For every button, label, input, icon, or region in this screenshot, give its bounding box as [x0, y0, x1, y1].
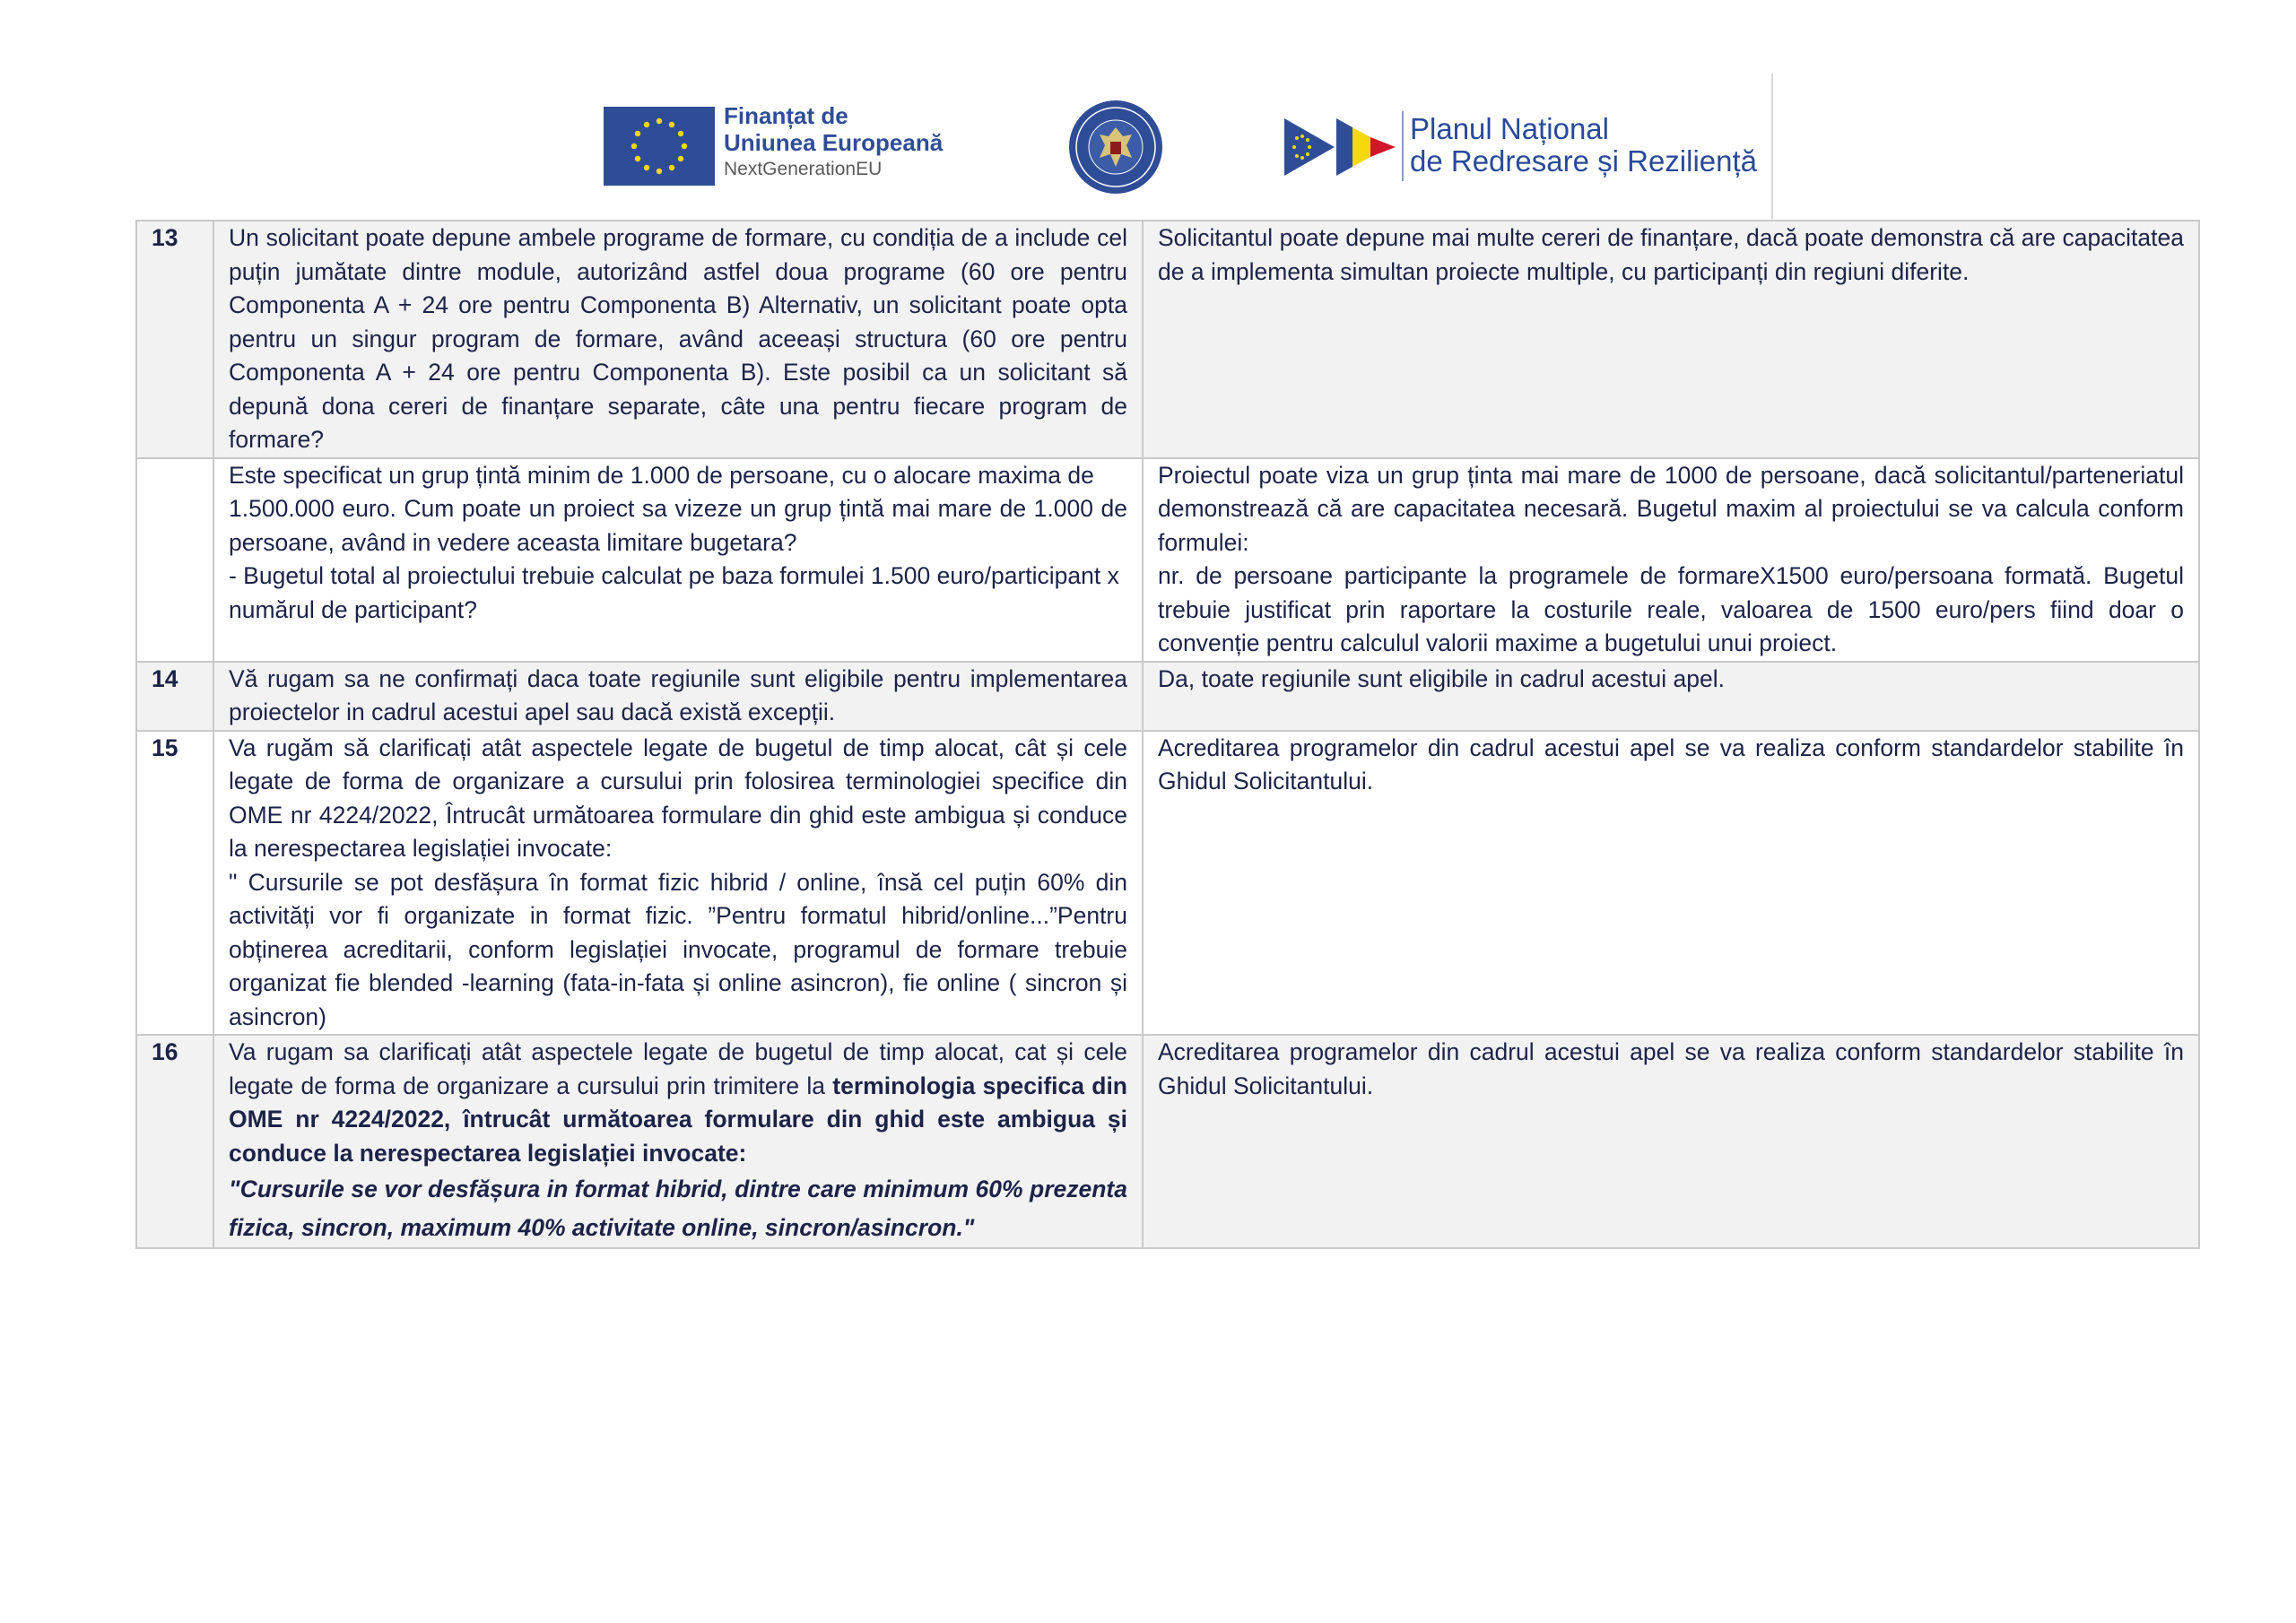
question-paragraph: " Cursurile se pot desfășura în format fizic hibrid / online, însă cel puțin 60% din activități vor fi organizate in format fizic. ”Pentru formatul hibrid/online...”Pentru obținerea acreditarii, conform legislației invocate, programul de formare trebuie organizat fie blended -learning (fata-in-fata și online asincron), fie online ( sincron și asincron) — [229, 868, 1127, 1030]
question-paragraph: 1.500.000 euro. Cum poate un proiect sa vizeze un grup țintă mai mare de 1.000 de persoane, având in vedere aceasta limitare bugetara? — [229, 495, 1127, 556]
table-row — [136, 1035, 2199, 1248]
question-cell: Vă rugam sa ne confirmați daca toate regiunile sunt eligibile pentru implementarea proiectelor in cadrul acestui apel sau dacă există excepții. — [213, 662, 1143, 731]
question-cell — [213, 458, 1143, 662]
row-number: 13 — [136, 221, 213, 458]
table-row — [136, 458, 2199, 662]
eu-flag-icon — [604, 107, 715, 186]
eu-label-line3: NextGenerationEU — [724, 159, 883, 179]
answer-cell: Acreditarea programelor din cadrul acestui apel se va realiza conform standardelor stabilite în Ghidul Solicitantului. — [1143, 731, 2199, 1036]
question-paragraph: Este specificat un grup țintă minim de 1.000 de persoane, cu o alocare maxima de — [229, 461, 1094, 489]
question-cell: Un solicitant poate depune ambele programe de formare, cu condiția de a include cel puțin jumătate dintre module, autorizând astfel doua programe (60 ore pentru Componenta A + 24 ore pentru Componenta B) Alternativ, un solicitant poate opta pentru un singur program de formare, având aceeași structura (60 ore pentru Componenta A + 24 ore pentru Componenta B). Este posibil ca un solicitant să depună dona cereri de finanțare separate, câte una pentru fiecare program de formare? — [213, 221, 1143, 458]
table-row — [136, 731, 2199, 1036]
eu-funding-label — [724, 102, 943, 183]
faq-table — [135, 220, 2200, 1249]
pnrr-separator — [1402, 111, 1404, 181]
page-header — [0, 0, 2296, 220]
answer-cell — [1143, 458, 2199, 662]
header-divider — [1771, 74, 1773, 219]
government-seal-icon — [1067, 99, 1164, 195]
answer-cell: Solicitantul poate depune mai multe cereri de finanțare, dacă poate demonstra că are capacitatea de a implementa simultan proiecte multiple, cu participanți din regiuni diferite. — [1143, 221, 2199, 458]
question-quote: "Cursurile se vor desfășura in format hibrid, dintre care minimum 60% prezenta fizica, sincron, maximum 40% activitate online, sincron/asincron." — [229, 1176, 1127, 1241]
pnrr-arrows-icon — [1284, 115, 1397, 179]
answer-cell: Da, toate regiunile sunt eligibile in cadrul acestui apel. — [1143, 662, 2199, 731]
row-number: 16 — [136, 1035, 213, 1248]
answer-paragraph: Proiectul poate viza un grup ținta mai mare de 1000 de persoane, dacă solicitantul/parteneriatul demonstrează că are capacitatea necesară. Bugetul maxim al proiectului se va calcula conform formulei: — [1158, 461, 2184, 556]
table-row — [136, 662, 2199, 731]
table-row — [136, 221, 2199, 458]
question-cell — [213, 731, 1143, 1036]
row-number: 15 — [136, 731, 213, 1036]
question-paragraph: - Bugetul total al proiectului trebuie calculat pe baza formulei 1.500 euro/participant x — [229, 562, 1119, 589]
question-cell — [213, 1035, 1143, 1248]
row-number: 14 — [136, 662, 213, 731]
eu-label-line1: Finanțat de — [724, 102, 848, 129]
question-text: Va rugam sa clarificați atât aspectele legate de bugetul de timp alocat, cat și cele legate de forma de organizare a cursului prin trimitere la — [229, 1038, 1127, 1099]
eu-label-line2: Uniunea Europeană — [724, 129, 944, 156]
pnrr-label-line2: de Redresare și Reziliență — [1410, 144, 1758, 178]
question-bold-text: terminologia specifica din OME nr 4224/2022, întrucât următoarea formulare din ghid este ambigua și conduce la nerespectarea legislației invocate: — [229, 1072, 1127, 1167]
answer-cell: Acreditarea programelor din cadrul acestui apel se va realiza conform standardelor stabilite în Ghidul Solicitantului. — [1143, 1035, 2199, 1248]
row-number — [136, 458, 213, 662]
pnrr-label — [1410, 113, 1757, 178]
answer-paragraph: nr. de persoane participante la programele de formareX1500 euro/persoana formată. Bugetul trebuie justificat prin raportare la costurile reale, valoarea de 1500 euro/pers fiind doar o convenție pentru calculul valorii maxime a bugetului unui proiect. — [1158, 562, 2184, 656]
pnrr-label-line1: Planul Național — [1410, 112, 1609, 145]
question-paragraph: Va rugăm să clarificați atât aspectele legate de bugetul de timp alocat, cât și cele legate de forma de organizare a cursului prin folosirea terminologiei specifice din OME nr 4224/2022, Întrucât următoarea formulare din ghid este ambigua și conduce la nerespectarea legislației invocate: — [229, 733, 1127, 862]
question-paragraph: numărul de participant? — [229, 595, 477, 623]
